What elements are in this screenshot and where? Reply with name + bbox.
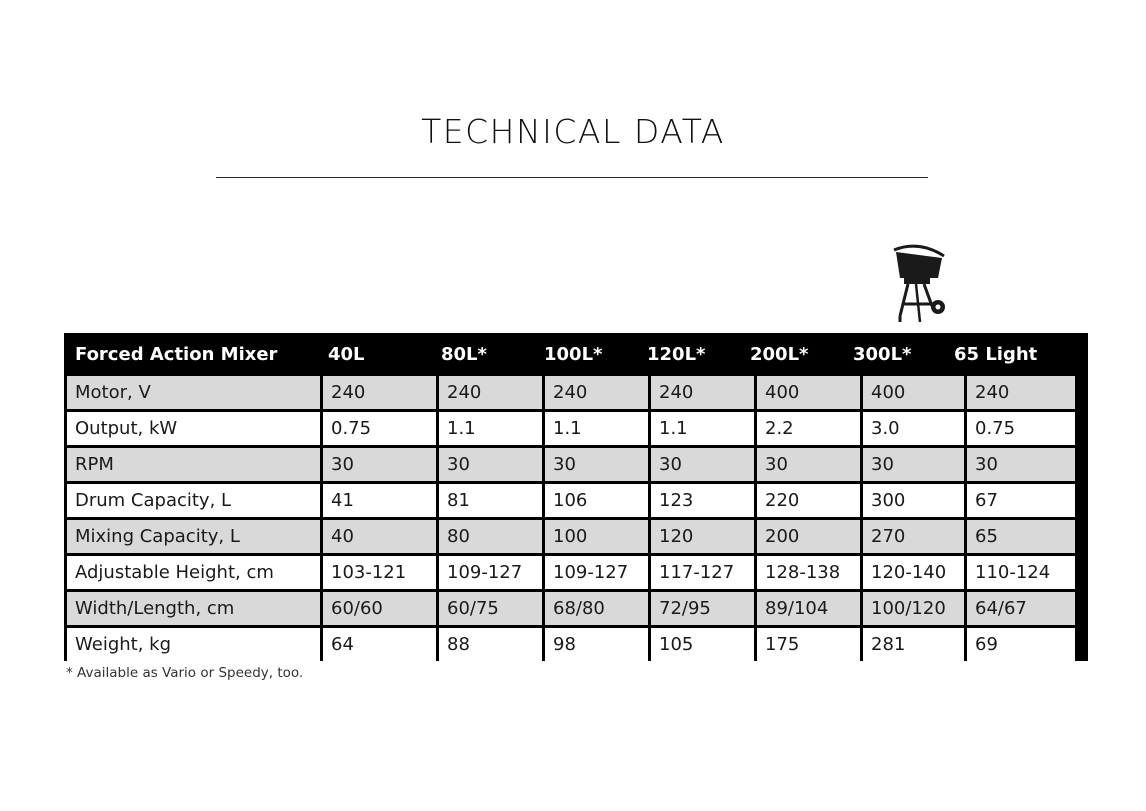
header-cell: 200L* — [750, 344, 809, 365]
table-row — [67, 628, 1085, 661]
value-cell: 1.1 — [439, 412, 542, 445]
header-cell: 100L* — [544, 344, 603, 365]
value-cell: 123 — [651, 484, 754, 517]
value-cell: 41 — [323, 484, 436, 517]
value-cell: 103-121 — [323, 556, 436, 589]
value-cell: 106 — [545, 484, 648, 517]
value-cell: 30 — [439, 448, 542, 481]
value-cell: 30 — [967, 448, 1075, 481]
footnote: * Available as Vario or Speedy, too. — [66, 665, 304, 681]
table-row — [67, 484, 1085, 517]
value-cell: 200 — [757, 520, 860, 553]
value-cell: 281 — [863, 628, 964, 661]
value-cell: 105 — [651, 628, 754, 661]
value-cell: 117-127 — [651, 556, 754, 589]
header-cell: 300L* — [853, 344, 912, 365]
value-cell: 120 — [651, 520, 754, 553]
value-cell: 100 — [545, 520, 648, 553]
value-cell: 175 — [757, 628, 860, 661]
value-cell: 400 — [757, 376, 860, 409]
value-cell: 400 — [863, 376, 964, 409]
value-cell: 65 — [967, 520, 1075, 553]
table-row — [67, 520, 1085, 553]
row-label: Motor, V — [67, 376, 320, 409]
value-cell: 240 — [323, 376, 436, 409]
header-cell: Forced Action Mixer — [75, 344, 278, 365]
row-label: Adjustable Height, cm — [67, 556, 320, 589]
value-cell: 64 — [323, 628, 436, 661]
table-row — [67, 412, 1085, 445]
value-cell: 60/75 — [439, 592, 542, 625]
row-label: Output, kW — [67, 412, 320, 445]
value-cell: 0.75 — [967, 412, 1075, 445]
header-cell: 40L — [328, 344, 365, 365]
value-cell: 64/67 — [967, 592, 1075, 625]
value-cell: 109-127 — [545, 556, 648, 589]
row-label: Mixing Capacity, L — [67, 520, 320, 553]
value-cell: 110-124 — [967, 556, 1075, 589]
table-row — [67, 592, 1085, 625]
value-cell: 2.2 — [757, 412, 860, 445]
header-cell: 80L* — [441, 344, 487, 365]
value-cell: 30 — [863, 448, 964, 481]
value-cell: 69 — [967, 628, 1075, 661]
row-label: RPM — [67, 448, 320, 481]
value-cell: 30 — [757, 448, 860, 481]
table-row — [67, 448, 1085, 481]
value-cell: 109-127 — [439, 556, 542, 589]
table-row — [67, 556, 1085, 589]
value-cell: 80 — [439, 520, 542, 553]
value-cell: 72/95 — [651, 592, 754, 625]
value-cell: 81 — [439, 484, 542, 517]
value-cell: 60/60 — [323, 592, 436, 625]
value-cell: 128-138 — [757, 556, 860, 589]
value-cell: 40 — [323, 520, 436, 553]
value-cell: 67 — [967, 484, 1075, 517]
value-cell: 240 — [651, 376, 754, 409]
row-label: Width/Length, cm — [67, 592, 320, 625]
concrete-mixer-icon — [888, 244, 950, 324]
value-cell: 220 — [757, 484, 860, 517]
value-cell: 30 — [545, 448, 648, 481]
value-cell: 240 — [545, 376, 648, 409]
table-header-row — [67, 336, 1085, 373]
value-cell: 98 — [545, 628, 648, 661]
value-cell: 300 — [863, 484, 964, 517]
value-cell: 89/104 — [757, 592, 860, 625]
header-cell: 120L* — [647, 344, 706, 365]
value-cell: 240 — [967, 376, 1075, 409]
title-divider — [216, 177, 928, 178]
value-cell: 0.75 — [323, 412, 436, 445]
value-cell: 3.0 — [863, 412, 964, 445]
value-cell: 30 — [651, 448, 754, 481]
page-title: TECHNICAL DATA — [421, 112, 725, 151]
value-cell: 68/80 — [545, 592, 648, 625]
value-cell: 30 — [323, 448, 436, 481]
value-cell: 88 — [439, 628, 542, 661]
value-cell: 1.1 — [651, 412, 754, 445]
value-cell: 270 — [863, 520, 964, 553]
row-label: Drum Capacity, L — [67, 484, 320, 517]
row-label: Weight, kg — [67, 628, 320, 661]
table-row — [67, 376, 1085, 409]
header-cell: 65 Light — [954, 344, 1038, 365]
technical-data-table — [64, 333, 1088, 661]
value-cell: 120-140 — [863, 556, 964, 589]
value-cell: 240 — [439, 376, 542, 409]
value-cell: 100/120 — [863, 592, 964, 625]
value-cell: 1.1 — [545, 412, 648, 445]
